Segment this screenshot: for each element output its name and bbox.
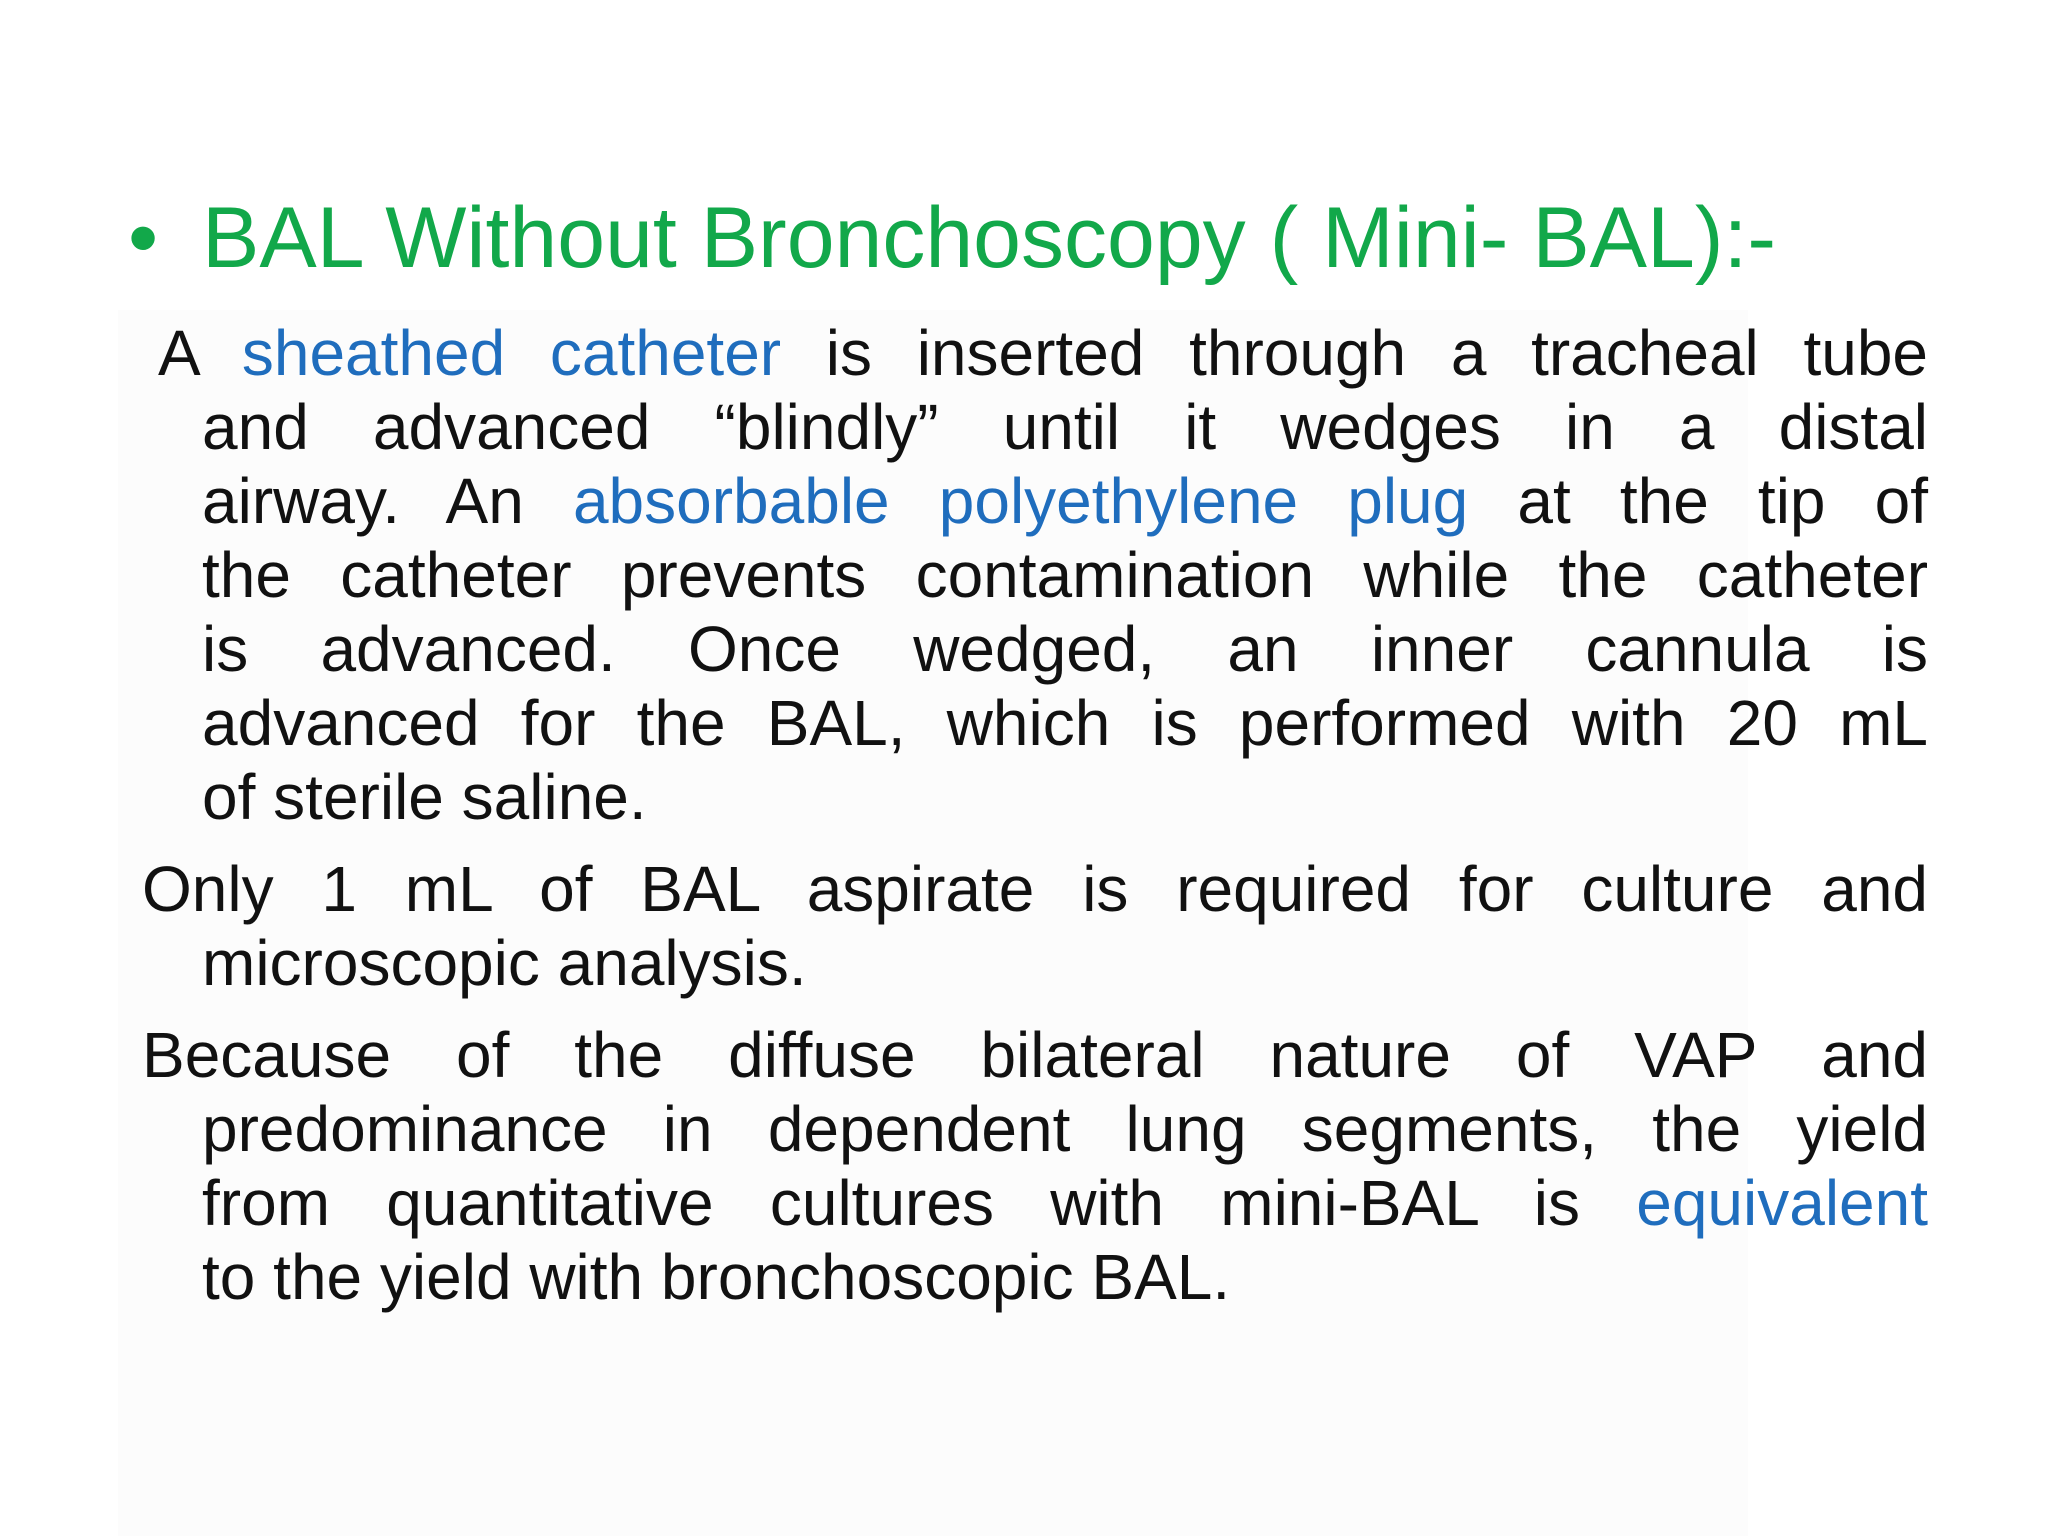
heading-text: BAL Without Bronchoscopy ( Mini- BAL):- <box>202 190 1777 286</box>
paragraph-line: Only 1 mL of BAL aspirate is required for culture and <box>142 853 1928 925</box>
highlight-absorbable-plug: absorbable polyethylene plug <box>572 465 1469 537</box>
paragraph-yield-comparison <box>142 1018 1928 1314</box>
paragraph-line <box>142 464 1928 538</box>
paragraph-line <box>142 316 1928 390</box>
paragraph-line: is advanced. Once wedged, an inner cannula is <box>202 613 1928 685</box>
paragraph-line: of sterile saline. <box>202 761 647 833</box>
text-run: at the tip of <box>1468 465 1929 537</box>
text-run: A <box>158 317 242 389</box>
text-run: is inserted through a tracheal tube <box>781 317 1929 389</box>
paragraph-mini-bal-procedure <box>142 316 1928 834</box>
paragraph-line: predominance in dependent lung segments, the yield <box>202 1093 1928 1165</box>
slide-heading <box>128 188 1928 288</box>
highlight-equivalent: equivalent <box>1636 1167 1928 1239</box>
paragraph-line: Because of the diffuse bilateral nature of VAP and <box>142 1019 1928 1091</box>
paragraph-line: microscopic analysis. <box>202 927 807 999</box>
paragraph-line: and advanced “blindly” until it wedges in a distal <box>202 391 1928 463</box>
text-run: airway. An <box>202 465 573 537</box>
text-run: from quantitative cultures with mini-BAL is <box>202 1167 1637 1239</box>
paragraph-line: the catheter prevents contamination while the catheter <box>202 539 1928 611</box>
paragraph-line <box>142 1166 1928 1240</box>
paragraph-line: to the yield with bronchoscopic BAL. <box>202 1241 1231 1313</box>
bullet-icon: • <box>128 190 159 286</box>
highlight-sheathed-catheter: sheathed catheter <box>241 317 782 389</box>
paragraph-aspirate-volume <box>142 852 1928 1000</box>
paragraph-line: advanced for the BAL, which is performed with 20 mL <box>202 687 1928 759</box>
